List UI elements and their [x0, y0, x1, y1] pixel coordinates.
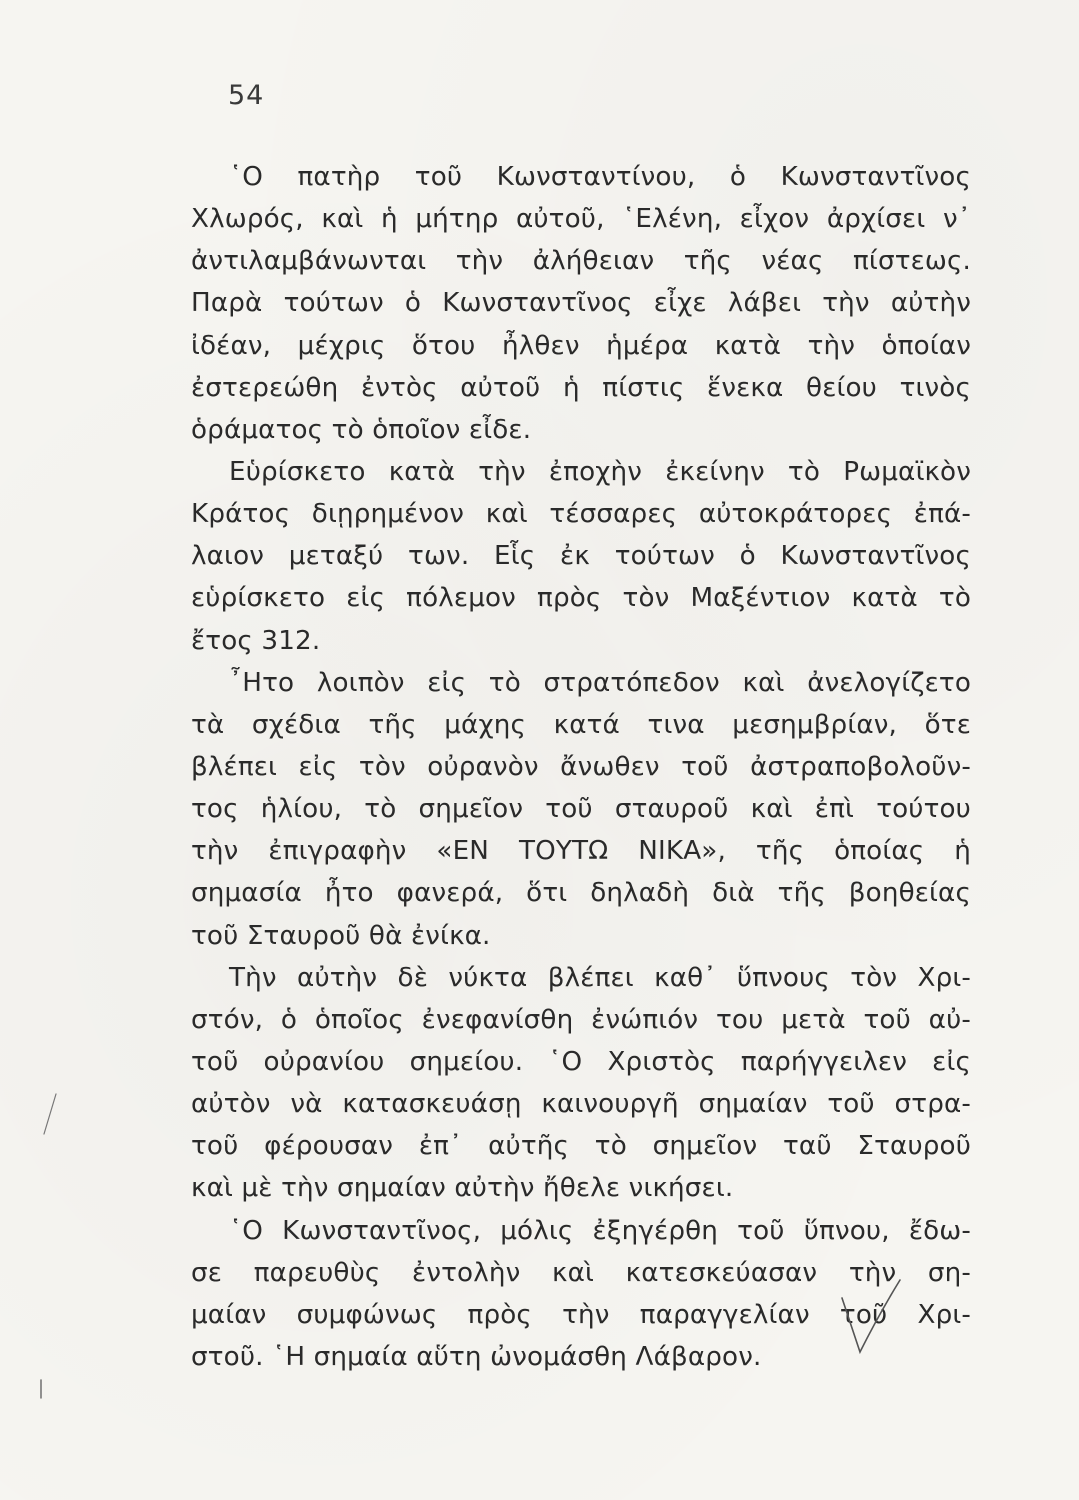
text-line-28: μαίαν συμφώνως πρὸς τὴν παραγγελίαν τοῦ Χρι-: [191, 1299, 971, 1330]
text-line-21: στόν, ὁ ὁποῖος ἐνεφανίσθη ἐνώπιόν του μετὰ τοῦ αὐ-: [191, 1004, 971, 1035]
text-line-17: τὴν ἐπιγραφὴν «ΕΝ ΤΟΥΤΩ ΝΙΚΑ», τῆς ὁποίας ἡ: [191, 836, 971, 867]
pencil-dash-icon: [38, 1378, 44, 1400]
handwritten-check-mark-icon: [836, 1276, 906, 1376]
text-line-3: ἀντιλαμβάνωνται τὴν ἀλήθειαν τῆς νέας πίστεως.: [191, 246, 971, 277]
text-line-20: Τὴν αὐτὴν δὲ νύκτα βλέπει καθ᾽ ὕπνους τὸν Χρι-: [229, 962, 971, 993]
text-line-14: τὰ σχέδια τῆς μάχης κατά τινα μεσημβρίαν, ὅτε: [191, 709, 971, 740]
text-line-22: τοῦ οὐρανίου σημείου. ῾Ο Χριστὸς παρήγγειλεν εἰς: [191, 1046, 971, 1077]
text-line-9: Κράτος διῃρημένον καὶ τέσσαρες αὐτοκράτορες ἐπά-: [191, 499, 971, 530]
text-line-27: σε παρευθὺς ἐντολὴν καὶ κατεσκεύασαν τὴν ση-: [191, 1257, 971, 1288]
text-line-19: τοῦ Σταυροῦ θὰ ἐνίκα.: [191, 920, 491, 951]
text-line-12: ἔτος 312.: [191, 625, 321, 656]
text-line-15: βλέπει εἰς τὸν οὐρανὸν ἄνωθεν τοῦ ἀστραποβολοῦν-: [191, 751, 971, 782]
text-line-6: ἐστερεώθη ἐντὸς αὐτοῦ ἡ πίστις ἕνεκα θείου τινὸς: [191, 372, 971, 403]
page-number: 54: [228, 80, 265, 111]
text-line-13: ῏Ητο λοιπὸν εἰς τὸ στρατόπεδον καὶ ἀνελογίζετο: [229, 667, 971, 698]
text-line-7: ὁράματος τὸ ὁποῖον εἶδε.: [191, 414, 532, 445]
text-line-10: λαιον μεταξύ των. Εἷς ἐκ τούτων ὁ Κωνσταντῖνος: [191, 541, 971, 572]
text-line-26: ῾Ο Κωνσταντῖνος, μόλις ἐξηγέρθη τοῦ ὕπνου, ἔδω-: [229, 1215, 971, 1246]
text-line-16: τος ἡλίου, τὸ σημεῖον τοῦ σταυροῦ καὶ ἐπὶ τούτου: [191, 794, 971, 825]
text-line-11: εὑρίσκετο εἰς πόλεμον πρὸς τὸν Μαξέντιον κατὰ τὸ: [191, 583, 971, 614]
body-text: [191, 156, 981, 1378]
pencil-stroke-icon: [40, 1090, 60, 1140]
text-line-29: στοῦ. ῾Η σημαία αὕτη ὠνομάσθη Λάβαρον.: [191, 1341, 762, 1372]
text-line-2: Χλωρός, καὶ ἡ μήτηρ αὐτοῦ, ῾Ελένη, εἶχον ἀρχίσει ν᾽: [191, 204, 971, 235]
text-line-25: καὶ μὲ τὴν σημαίαν αὐτὴν ἤθελε νικήσει.: [191, 1173, 734, 1204]
text-line-1: ῾Ο πατὴρ τοῦ Κωνσταντίνου, ὁ Κωνσταντῖνος: [229, 162, 971, 192]
text-line-4: Παρὰ τούτων ὁ Κωνσταντῖνος εἶχε λάβει τὴν αὐτὴν: [191, 288, 971, 319]
text-line-5: ἰδέαν, μέχρις ὅτου ἦλθεν ἡμέρα κατὰ τὴν ὁποίαν: [191, 330, 971, 361]
text-line-24: τοῦ φέρουσαν ἐπ᾽ αὐτῆς τὸ σημεῖον ταῦ Σταυροῦ: [191, 1131, 971, 1162]
text-line-18: σημασία ἦτο φανερά, ὅτι δηλαδὴ διὰ τῆς βοηθείας: [191, 878, 971, 909]
text-line-23: αὐτὸν νὰ κατασκευάσῃ καινουργῆ σημαίαν τοῦ στρα-: [191, 1089, 971, 1120]
text-line-8: Εὑρίσκετο κατὰ τὴν ἐποχὴν ἐκείνην τὸ Ρωμαϊκὸν: [229, 456, 971, 487]
